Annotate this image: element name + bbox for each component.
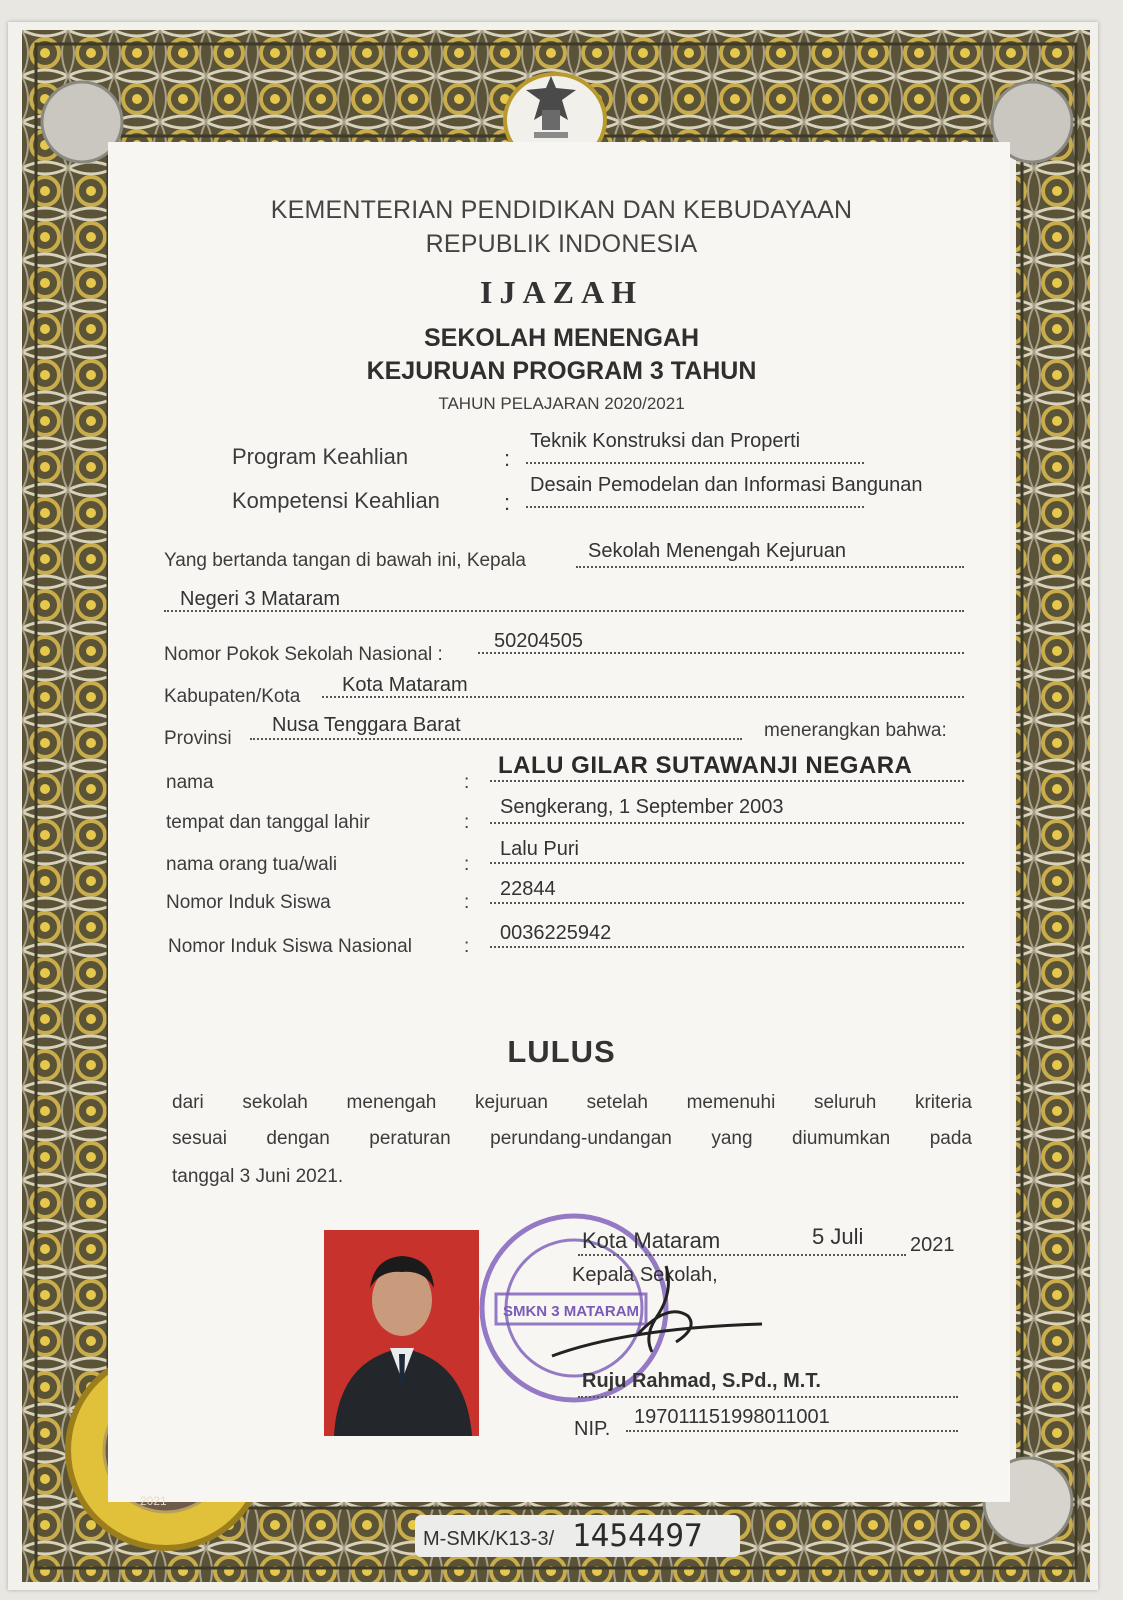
province-value: Nusa Tenggara Barat [272,714,461,736]
parent-value: Lalu Puri [500,838,579,860]
ministry-heading: KEMENTERIAN PENDIDIKAN DAN KEBUDAYAAN [270,196,853,224]
city-value: Kota Mataram [342,674,468,696]
school-name-line2: Negeri 3 Mataram [180,588,341,610]
signer-name-dotline [578,1396,958,1398]
school-dotline1 [576,566,964,568]
province-label: Provinsi [164,728,232,749]
birth-label: tempat dan tanggal lahir [166,812,370,833]
nisn-label: Nomor Induk Siswa Nasional [168,936,412,957]
parent-colon: : [464,854,470,875]
parent-dotline [490,862,964,864]
city-label: Kabupaten/Kota [164,686,301,707]
nip-label: NIP. [574,1418,611,1440]
sign-date: 5 Juli [812,1224,864,1249]
student-name-value: LALU GILAR SUTAWANJI NEGARA [498,752,913,779]
birth-dotline [490,822,964,824]
parent-label: nama orang tua/wali [166,854,338,875]
student-photo [324,1230,479,1436]
handwritten-signature [548,1262,788,1372]
republic-heading: REPUBLIK INDONESIA [425,230,698,258]
competency-value: Desain Pemodelan dan Informasi Bangunan [530,474,923,496]
school-type-line2: KEJURUAN PROGRAM 3 TAHUN [366,357,757,385]
signer-name: Ruju Rahmad, S.Pd., M.T. [582,1370,821,1392]
result-line1: dari sekolah menengah kejuruan setelah memenuhi seluruh kriteria [172,1092,972,1113]
nip-dotline [626,1430,958,1432]
academic-year: TAHUN PELAJARAN 2020/2021 [438,394,685,413]
garuda-emblem [516,70,586,150]
student-name-colon: : [464,772,470,793]
student-name-label: nama [166,772,214,793]
serial-number: 1454497 [572,1518,703,1554]
nisn-dotline [490,946,964,948]
hologram-year: 2021 [140,1494,167,1508]
graduation-status: LULUS [507,1034,616,1069]
school-type-line1: SEKOLAH MENENGAH [423,324,699,352]
school-dotline2 [164,610,964,612]
student-name-dotline [490,780,964,782]
npsn-dotline [478,652,964,654]
sign-place: Kota Mataram [582,1228,721,1253]
declares-text: menerangkan bahwa: [764,720,947,741]
npsn-label: Nomor Pokok Sekolah Nasional : [164,644,443,665]
birth-colon: : [464,812,470,833]
competency-dotline [526,506,864,508]
result-line3: tanggal 3 Juni 2021. [172,1166,344,1187]
stamp-label: SMKN 3 MATARAM [502,1303,640,1320]
nis-label: Nomor Induk Siswa [166,892,331,913]
program-colon: : [504,446,511,471]
nisn-colon: : [464,936,470,957]
result-line2: sesuai dengan peraturan perundang-undangan yang diumumkan pada [172,1128,972,1149]
nis-value: 22844 [500,878,556,900]
document-title: IJAZAH [480,274,643,310]
serial-prefix: M-SMK/K13-3/ [423,1528,555,1550]
npsn-value: 50204505 [494,630,583,652]
birth-value: Sengkerang, 1 September 2003 [500,796,784,818]
nip-value: 197011151998011001 [634,1406,830,1428]
nisn-value: 0036225942 [500,922,612,944]
competency-label: Kompetensi Keahlian [232,488,440,513]
program-dotline [526,462,864,464]
city-dotline [322,696,964,698]
nis-colon: : [464,892,470,913]
competency-colon: : [504,490,511,515]
signer-intro: Yang bertanda tangan di bawah ini, Kepala [164,550,526,571]
program-value: Teknik Konstruksi dan Properti [530,430,801,452]
province-dotline [250,738,742,740]
program-label: Program Keahlian [232,444,409,469]
nis-dotline [490,902,964,904]
sign-date-dotline [578,1254,906,1256]
sign-year: 2021 [910,1234,955,1256]
school-name-line1: Sekolah Menengah Kejuruan [588,540,846,562]
signer-position: Kepala Sekolah, [572,1264,718,1286]
